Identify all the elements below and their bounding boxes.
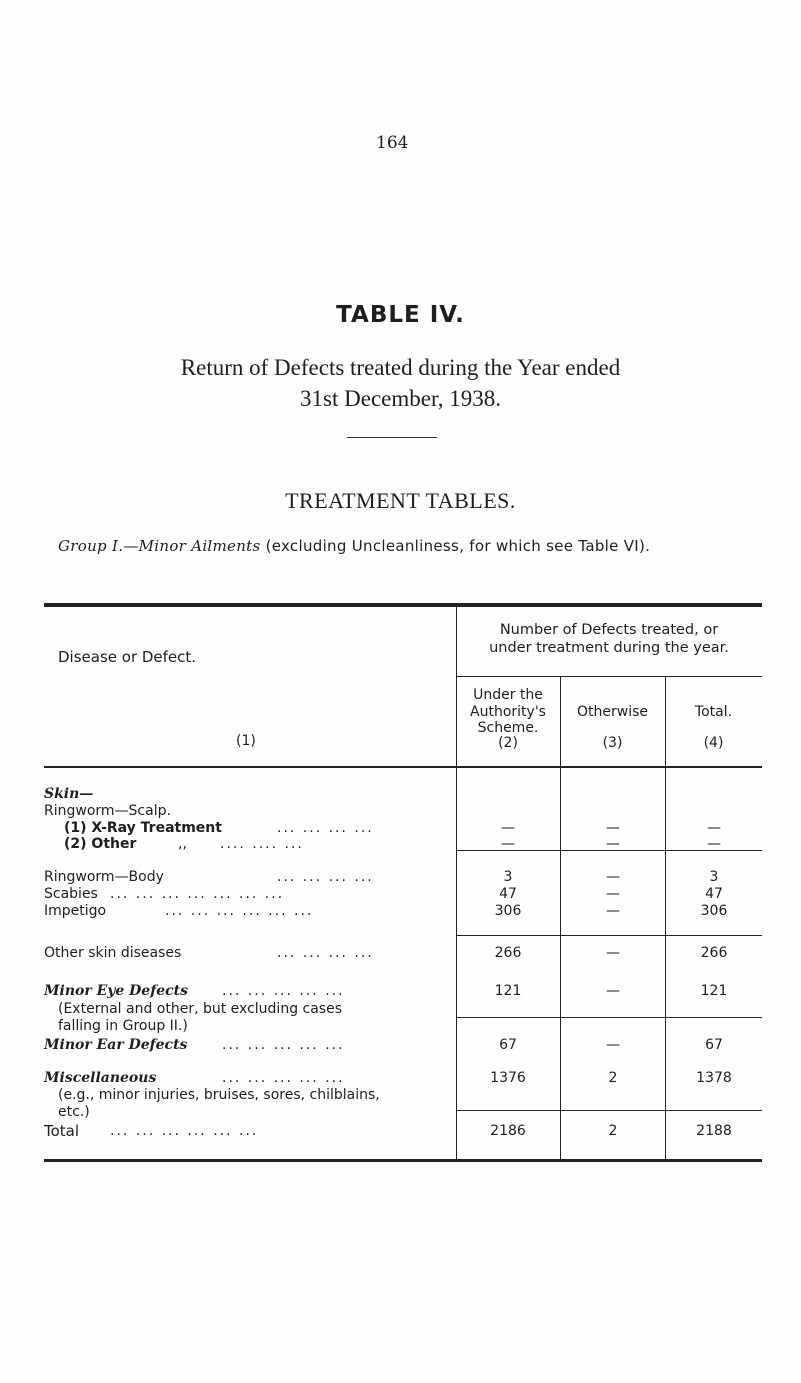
impetigo-col2: 306 xyxy=(494,903,522,919)
other-col3: — xyxy=(606,836,620,852)
impetigo-col3: — xyxy=(606,903,620,919)
scabies-dots: ... ... ... ... ... ... ... xyxy=(110,886,285,902)
other-dots: .... .... ... xyxy=(220,836,304,852)
total-col4: 2188 xyxy=(696,1123,732,1139)
header-col3-label: Otherwise xyxy=(577,704,648,720)
misc-col3: 2 xyxy=(608,1070,618,1086)
group-heading-prefix: Group I.—Minor Ailments xyxy=(58,537,261,555)
skin-heading: Skin— xyxy=(44,786,94,802)
ringworm-scalp-label: Ringworm—Scalp. xyxy=(44,803,171,819)
scabies-label: Scabies xyxy=(44,886,98,902)
other-skin-col2: 266 xyxy=(494,945,522,961)
group-heading xyxy=(58,537,650,555)
header-col2-num: (2) xyxy=(498,735,518,751)
misc-note-line-2: etc.) xyxy=(58,1104,90,1120)
table-label: TABLE IV. xyxy=(336,302,465,328)
ringworm-body-col4: 3 xyxy=(709,869,719,885)
impetigo-dots: ... ... ... ... ... ... xyxy=(165,903,314,919)
misc-col4: 1378 xyxy=(696,1070,732,1086)
header-col4-num: (4) xyxy=(703,735,724,751)
impetigo-col4: 306 xyxy=(700,903,728,919)
header-bottom-rule xyxy=(44,766,762,768)
header-span-line-2: under treatment during the year. xyxy=(489,640,729,656)
ringworm-body-label: Ringworm—Body xyxy=(44,869,164,885)
xray-label: (1) X-Ray Treatment xyxy=(64,820,222,836)
minor-ear-col3: — xyxy=(606,1037,620,1053)
other-col4: — xyxy=(707,836,721,852)
misc-dots: ... ... ... ... ... xyxy=(222,1070,345,1086)
header-span-rule xyxy=(456,676,762,677)
ringworm-body-col3: — xyxy=(606,869,620,885)
table-bottom-rule xyxy=(44,1159,762,1162)
scabies-col4: 47 xyxy=(705,886,723,902)
other-skin-dots: ... ... ... ... xyxy=(277,945,374,961)
total-label: Total xyxy=(44,1122,80,1140)
total-col2: 2186 xyxy=(490,1123,526,1139)
header-col2-line-1: Under the xyxy=(473,687,543,703)
minor-ear-label: Minor Ear Defects xyxy=(44,1037,188,1053)
ringworm-body-dots: ... ... ... ... xyxy=(277,869,374,885)
eye-note-line-1: (External and other, but excluding cases xyxy=(58,1001,343,1017)
minor-eye-col3: — xyxy=(606,983,620,999)
separator-rule xyxy=(347,437,437,438)
other-label: (2) Other xyxy=(64,836,137,852)
scabies-col3: — xyxy=(606,886,620,902)
xray-col3: — xyxy=(606,820,620,836)
xray-col4: — xyxy=(707,820,721,836)
section-heading: TREATMENT TABLES. xyxy=(285,488,516,513)
other-skin-col3: — xyxy=(606,945,620,961)
scabies-col2: 47 xyxy=(499,886,517,902)
other-skin-label: Other skin diseases xyxy=(44,945,182,961)
total-dots: ... ... ... ... ... ... xyxy=(110,1123,259,1139)
header-col3-num: (3) xyxy=(602,735,623,751)
minor-ear-col2: 67 xyxy=(499,1037,517,1053)
other-ditto: ,, xyxy=(178,836,187,852)
title-line-1: Return of Defects treated during the Year ended xyxy=(180,355,621,380)
header-span-line-1: Number of Defects treated, or xyxy=(499,622,719,638)
row-rule-2 xyxy=(456,935,762,936)
total-col3: 2 xyxy=(608,1123,618,1139)
misc-note-line-1: (e.g., minor injuries, bruises, sores, chilblains, xyxy=(58,1087,380,1103)
title-line-2: 31st December, 1938. xyxy=(300,386,501,411)
page-number: 164 xyxy=(376,133,409,153)
group-heading-suffix: (excluding Uncleanliness, for which see Table VI). xyxy=(265,537,651,555)
misc-label: Miscellaneous xyxy=(44,1070,157,1086)
xray-col2: — xyxy=(501,820,515,836)
misc-col2: 1376 xyxy=(490,1070,526,1086)
table-top-rule xyxy=(44,603,762,607)
row-rule-4 xyxy=(456,1110,762,1111)
minor-eye-dots: ... ... ... ... ... xyxy=(222,983,345,999)
other-col2: — xyxy=(501,836,515,852)
impetigo-label: Impetigo xyxy=(44,903,107,919)
header-disease-num: (1) xyxy=(236,733,256,749)
minor-ear-col4: 67 xyxy=(705,1037,723,1053)
header-col2-line-2: Authority's xyxy=(470,704,546,720)
minor-eye-col4: 121 xyxy=(700,983,728,999)
minor-eye-col2: 121 xyxy=(494,983,522,999)
ringworm-body-col2: 3 xyxy=(503,869,513,885)
eye-note-line-2: falling in Group II.) xyxy=(58,1018,188,1034)
row-rule-3 xyxy=(456,1017,762,1018)
header-col4-label: Total. xyxy=(694,704,733,720)
header-col2-line-3: Scheme. xyxy=(477,720,539,736)
minor-ear-dots: ... ... ... ... ... xyxy=(222,1037,345,1053)
minor-eye-label: Minor Eye Defects xyxy=(44,983,189,999)
xray-dots: ... ... ... ... xyxy=(277,820,374,836)
header-disease-label: Disease or Defect. xyxy=(58,648,197,666)
other-skin-col4: 266 xyxy=(700,945,728,961)
